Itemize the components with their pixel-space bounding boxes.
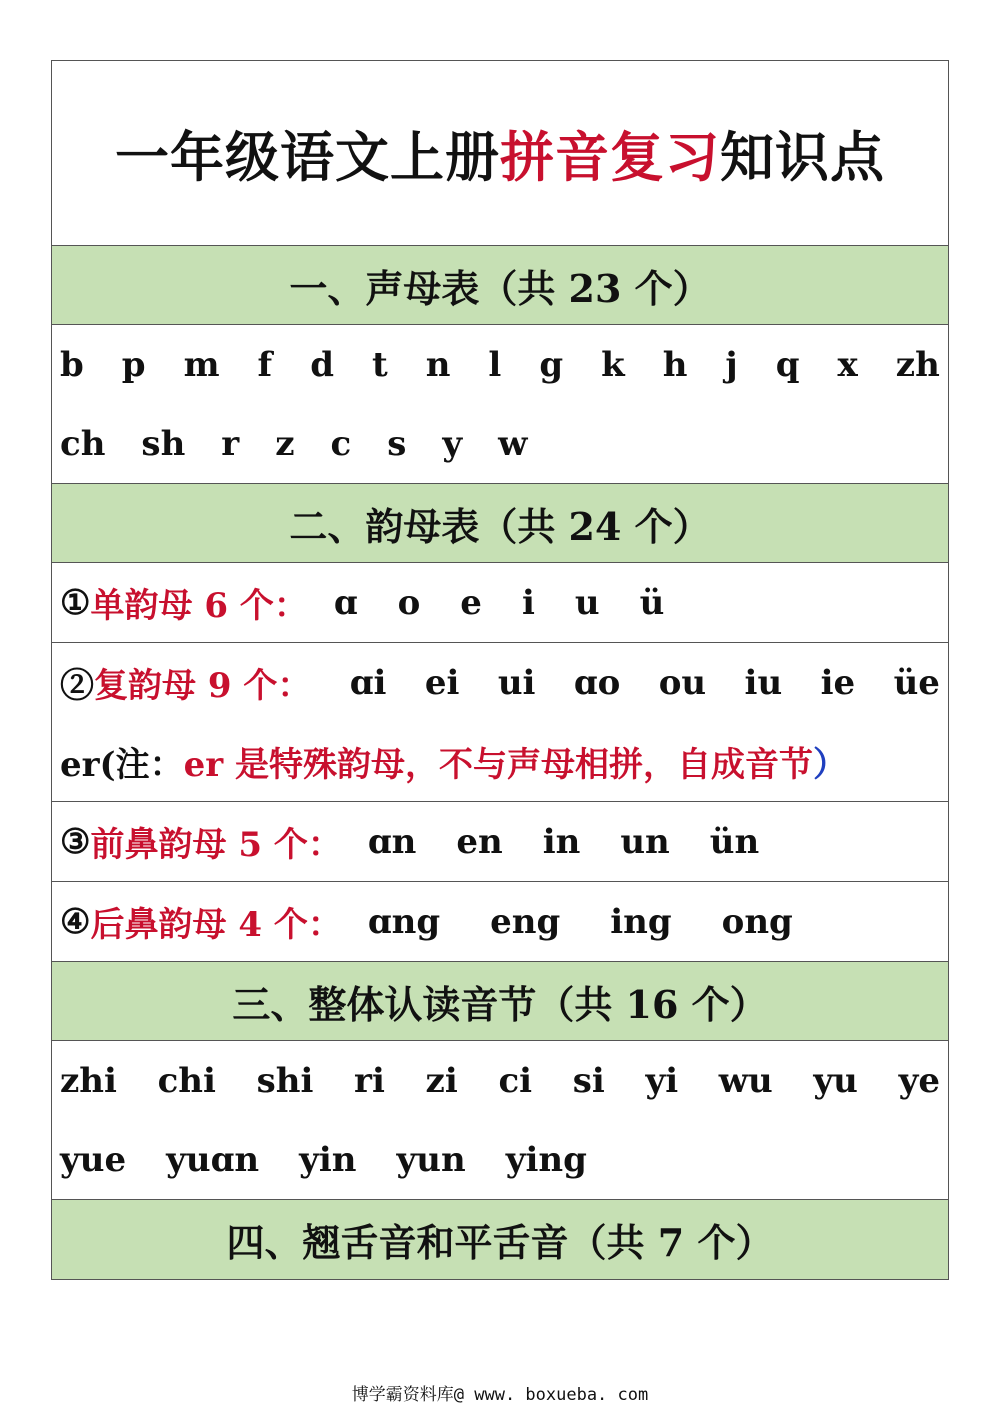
back-nasal-final: eng [490,901,561,942]
single-finals-line [60,563,940,642]
initial-letter: f [257,344,273,385]
whole-syllable: yuɑn [166,1139,260,1180]
compound-final: ɑo [573,662,621,703]
compound-finals-row [52,643,948,802]
section-2-header [52,484,948,563]
compound-finals-label: 复韵母 9 个： [94,666,312,706]
whole-syllable: ye [898,1060,940,1101]
initial-letter: sh [141,423,186,464]
title-part-3: 知识点 [720,124,885,189]
single-final: o [397,582,421,623]
section-3-header [52,962,948,1041]
initial-letter: z [275,423,295,464]
initial-letter: j [725,344,738,385]
whole-syllable: ying [505,1139,587,1180]
worksheet [51,60,949,1280]
whole-syllable: zhi [60,1060,117,1101]
front-nasal-final: un [620,821,670,862]
initial-letter: c [330,423,352,464]
initial-letter: d [310,344,334,385]
front-nasal-final: en [456,821,503,862]
compound-finals-line [60,643,940,722]
initial-letter: w [498,423,528,464]
initial-letter: p [121,344,146,385]
footer-watermark: 博学霸资料库@ www. boxueba. com [351,1385,649,1405]
compound-final: ɑi [349,662,387,703]
compound-final: ou [658,662,707,703]
compound-final: ie [820,662,856,703]
single-final: ü [639,582,665,623]
er-note-text: er 是特殊韵母，不与声母相拼，自成音节 [183,745,814,785]
back-nasal-final: ong [721,901,793,942]
compound-final: üe [893,662,940,703]
whole-syllable: yin [299,1139,357,1180]
compound-label-group [60,658,311,707]
initial-letter: zh [895,344,940,385]
initials-table [52,325,948,484]
whole-syllables-table [52,1041,948,1200]
section-3-heading: 三、整体认读音节（共 16 个） [232,981,768,1027]
front-nasal-line [60,802,940,881]
whole-syllable: zi [425,1060,458,1101]
initial-letter: n [425,344,451,385]
title-part-1: 一年级语文上册 [115,124,500,189]
initial-letter: y [442,423,463,464]
initial-letter: l [488,344,502,385]
item-number: ③ [60,821,91,862]
section-1-header [52,246,948,325]
section-4-header [52,1200,948,1279]
initials-row-2 [60,404,940,483]
front-nasal-final: ɑn [367,821,417,862]
item-number: ① [60,582,91,623]
single-finals-row [52,563,948,643]
compound-final: iu [744,662,783,703]
whole-syllables-row-2 [60,1120,940,1199]
er-note-close: ） [813,745,848,785]
title-row [52,61,948,246]
whole-syllable: ci [498,1060,533,1101]
er-final-prefix: er(注： [60,745,184,785]
section-2-heading: 二、韵母表（共 24 个） [289,503,711,549]
whole-syllable: si [572,1060,605,1101]
page-title [115,115,885,192]
whole-syllable: shi [256,1060,314,1101]
initial-letter: x [837,344,858,385]
compound-final: ui [497,662,536,703]
compound-finals-note-line [60,722,940,801]
whole-syllables-row-1 [60,1041,940,1120]
back-nasal-row [52,882,948,962]
single-final: u [574,582,600,623]
initial-letter: b [60,344,84,385]
initials-row-1 [60,325,940,404]
initial-letter: s [387,423,407,464]
front-nasal-row [52,802,948,882]
whole-syllable: yi [645,1060,679,1101]
back-nasal-final: ɑng [367,901,441,942]
whole-syllable: ri [354,1060,385,1101]
initial-letter: m [183,344,220,385]
whole-syllable: wu [718,1060,773,1101]
back-nasal-final: ing [610,901,672,942]
whole-syllable: yu [813,1060,858,1101]
single-final: i [521,582,535,623]
single-final: ɑ [333,582,358,623]
whole-syllable: yun [396,1139,466,1180]
single-final: e [460,582,482,623]
initial-letter: k [601,344,625,385]
single-finals-label: 单韵母 6 个： [90,586,308,626]
whole-syllable: chi [157,1060,216,1101]
back-nasal-line [60,882,940,961]
section-4-heading: 四、翘舌音和平舌音（共 7 个） [226,1220,774,1265]
back-nasal-label: 后鼻韵母 4 个： [90,905,342,945]
initial-letter: h [662,344,688,385]
item-number: ② [60,666,94,706]
item-number: ④ [60,901,91,942]
front-nasal-final: in [542,821,581,862]
front-nasal-final: ün [709,821,760,862]
section-1-heading: 一、声母表（共 23 个） [289,265,711,311]
title-highlight: 拼音复习 [500,124,720,189]
whole-syllable: yue [60,1139,127,1180]
initial-letter: t [371,344,388,385]
initial-letter: q [775,344,800,385]
initial-letter: g [539,344,564,385]
front-nasal-label: 前鼻韵母 5 个： [90,825,342,865]
initial-letter: ch [60,423,106,464]
compound-final: ei [424,662,460,703]
initial-letter: r [221,423,240,464]
